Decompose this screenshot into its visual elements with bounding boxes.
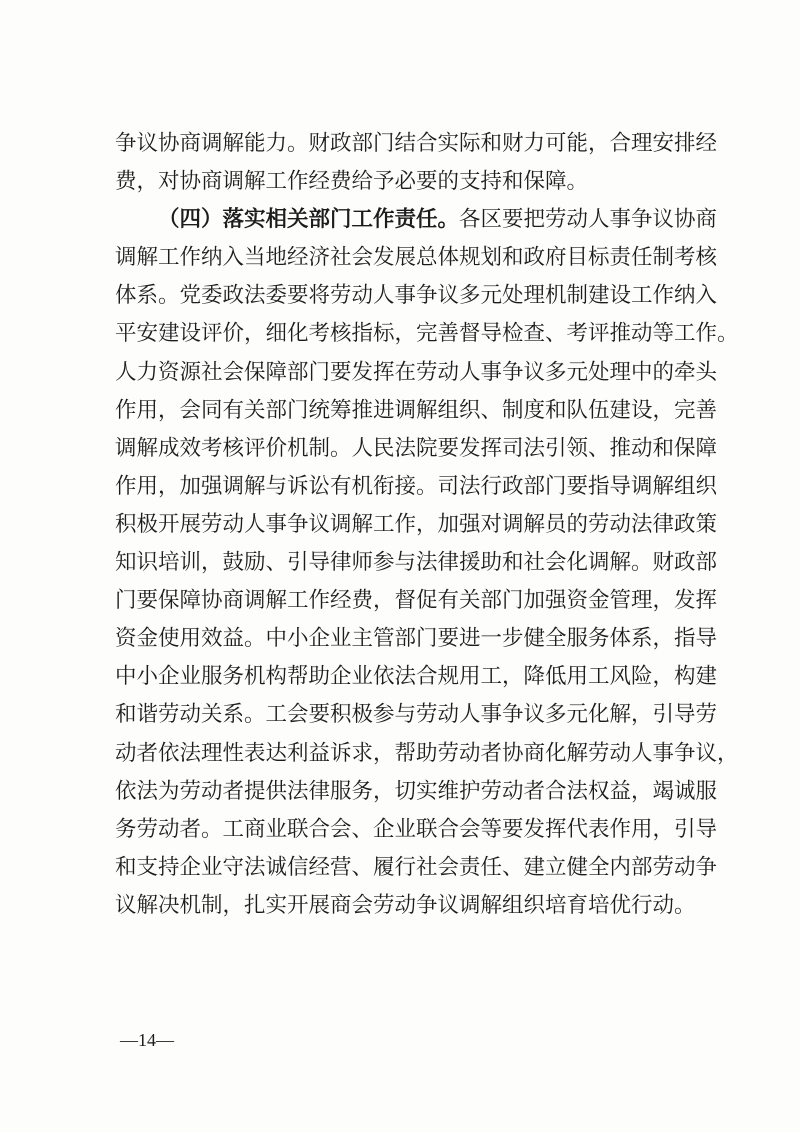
text-line: 资金使用效益。中小企业主管部门要进一步健全服务体系，指导: [115, 626, 718, 652]
text-fragment: 各区要把劳动人事争议协商: [459, 207, 718, 233]
text-line: 议解决机制，扎实开展商会劳动争议调解组织培育培优行动。: [115, 892, 696, 918]
text-line: 中小企业服务机构帮助企业依法合规用工，降低用工风险，构建: [115, 664, 718, 690]
text-line: 调解工作纳入当地经济社会发展总体规划和政府目标责任制考核: [115, 245, 718, 271]
text-line: 费，对协商调解工作经费给予必要的支持和保障。: [115, 169, 589, 195]
text-line: 和谐劳动关系。工会要积极参与劳动人事争议多元化解，引导劳: [115, 702, 718, 728]
section-heading: （四）落实相关部门工作责任。: [158, 207, 460, 233]
text-line: 务劳动者。工商业联合会、企业联合会等要发挥代表作用，引导: [115, 816, 718, 842]
text-line: 动者依法理性表达利益诉求，帮助劳动者协商化解劳动人事争议，: [115, 740, 739, 766]
text-line: 积极开展劳动人事争议调解工作，加强对调解员的劳动法律政策: [115, 511, 718, 537]
section-heading-line: [115, 201, 718, 239]
text-line: 和支持企业守法诚信经营、履行社会责任、建立健全内部劳动争: [115, 854, 718, 880]
text-line: 门要保障协商调解工作经费，督促有关部门加强资金管理，发挥: [115, 588, 718, 614]
text-line: 体系。党委政法委要将劳动人事争议多元处理机制建设工作纳入: [115, 283, 718, 309]
text-line: 调解成效考核评价机制。人民法院要发挥司法引领、推动和保障: [115, 435, 718, 461]
text-line: 人力资源社会保障部门要发挥在劳动人事争议多元处理中的牵头: [115, 359, 718, 385]
text-line: 知识培训，鼓励、引导律师参与法律援助和社会化调解。财政部: [115, 550, 718, 576]
text-line: 平安建设评价，细化考核指标，完善督导检查、考评推动等工作。: [115, 321, 739, 347]
body-text: [115, 125, 739, 925]
text-line: 作用，加强调解与诉讼有机衔接。司法行政部门要指导调解组织: [115, 473, 718, 499]
text-line: 争议协商调解能力。财政部门结合实际和财力可能，合理安排经: [115, 131, 718, 156]
text-line: 作用，会同有关部门统筹推进调解组织、制度和队伍建设，完善: [115, 397, 718, 423]
page-number: —14—: [120, 1030, 174, 1050]
text-line: 依法为劳动者提供法律服务，切实维护劳动者合法权益，竭诚服: [115, 778, 718, 804]
